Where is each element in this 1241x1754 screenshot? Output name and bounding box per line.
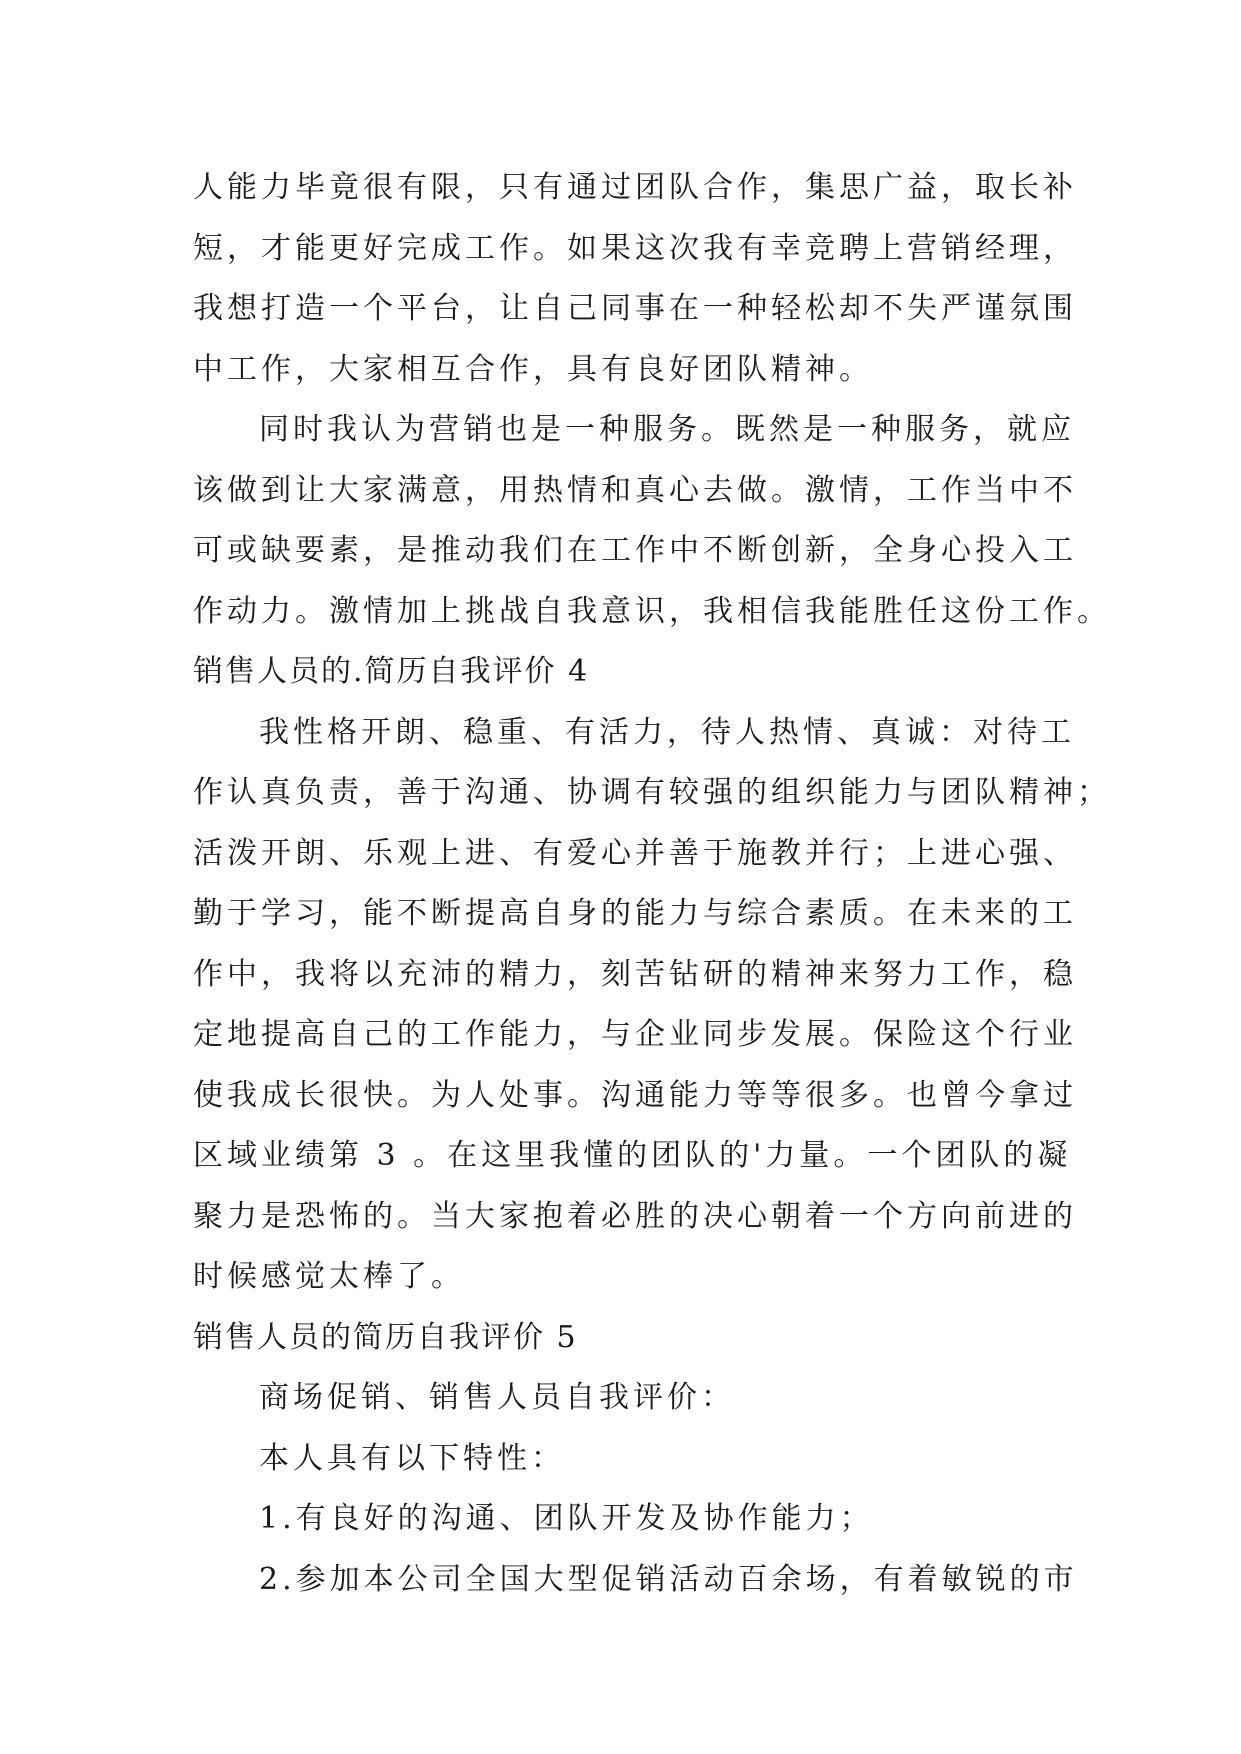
body-line: 勤于学习，能不断提高自身的能力与综合素质。在未来的工 bbox=[193, 896, 1077, 931]
body-line: 时候感觉太棒了。 bbox=[193, 1259, 465, 1294]
body-line: 活泼开朗、乐观上进、有爱心并善于施教并行；上进心强、 bbox=[193, 835, 1077, 871]
body-line: 人能力毕竟很有限，只有通过团队合作，集思广益，取长补 bbox=[193, 170, 1077, 205]
body-line: 使我成长很快。为人处事。沟通能力等等很多。也曾今拿过 bbox=[193, 1077, 1077, 1113]
body-line: 可或缺要素，是推动我们在工作中不断创新，全身心投入工 bbox=[193, 533, 1077, 568]
body-line: 作动力。激情加上挑战自我意识，我相信我能胜任这份工作。 bbox=[193, 593, 1111, 629]
list-item: 2.参加本公司全国大型促销活动百余场，有着敏锐的市 bbox=[259, 1561, 1078, 1597]
section-heading: 销售人员的.简历自我评价 4 bbox=[193, 654, 590, 689]
list-item: 1.有良好的沟通、团队开发及协作能力； bbox=[259, 1501, 874, 1536]
paragraph-first-line: 我性格开朗、稳重、有活力，待人热情、真诚：对待工 bbox=[259, 714, 1075, 750]
paragraph-first-line: 商场促销、销售人员自我评价： bbox=[259, 1380, 735, 1415]
section-heading: 销售人员的简历自我评价 5 bbox=[193, 1319, 578, 1355]
document-body bbox=[193, 158, 1111, 1610]
body-line: 短，才能更好完成工作。如果这次我有幸竞聘上营销经理， bbox=[193, 230, 1077, 266]
body-line: 聚力是恐怖的。当大家抱着必胜的决心朝着一个方向前进的 bbox=[193, 1198, 1077, 1234]
paragraph-first-line: 本人具有以下特性： bbox=[259, 1440, 565, 1476]
body-line: 中工作，大家相互合作，具有良好团队精神。 bbox=[193, 351, 873, 387]
body-line: 作认真负责，善于沟通、协调有较强的组织能力与团队精神； bbox=[193, 775, 1111, 810]
paragraph-first-line: 同时我认为营销也是一种服务。既然是一种服务，就应 bbox=[259, 412, 1075, 447]
body-line: 该做到让大家满意，用热情和真心去做。激情，工作当中不 bbox=[193, 472, 1077, 508]
body-line: 作中，我将以充沛的精力，刻苦钻研的精神来努力工作，稳 bbox=[193, 956, 1077, 992]
body-line: 我想打造一个平台，让自己同事在一种轻松却不失严谨氛围 bbox=[193, 291, 1077, 326]
body-line: 定地提高自己的工作能力，与企业同步发展。保险这个行业 bbox=[193, 1017, 1077, 1052]
body-line: 区域业绩第 3 。在这里我懂的团队的'力量。一个团队的凝 bbox=[193, 1138, 1072, 1173]
